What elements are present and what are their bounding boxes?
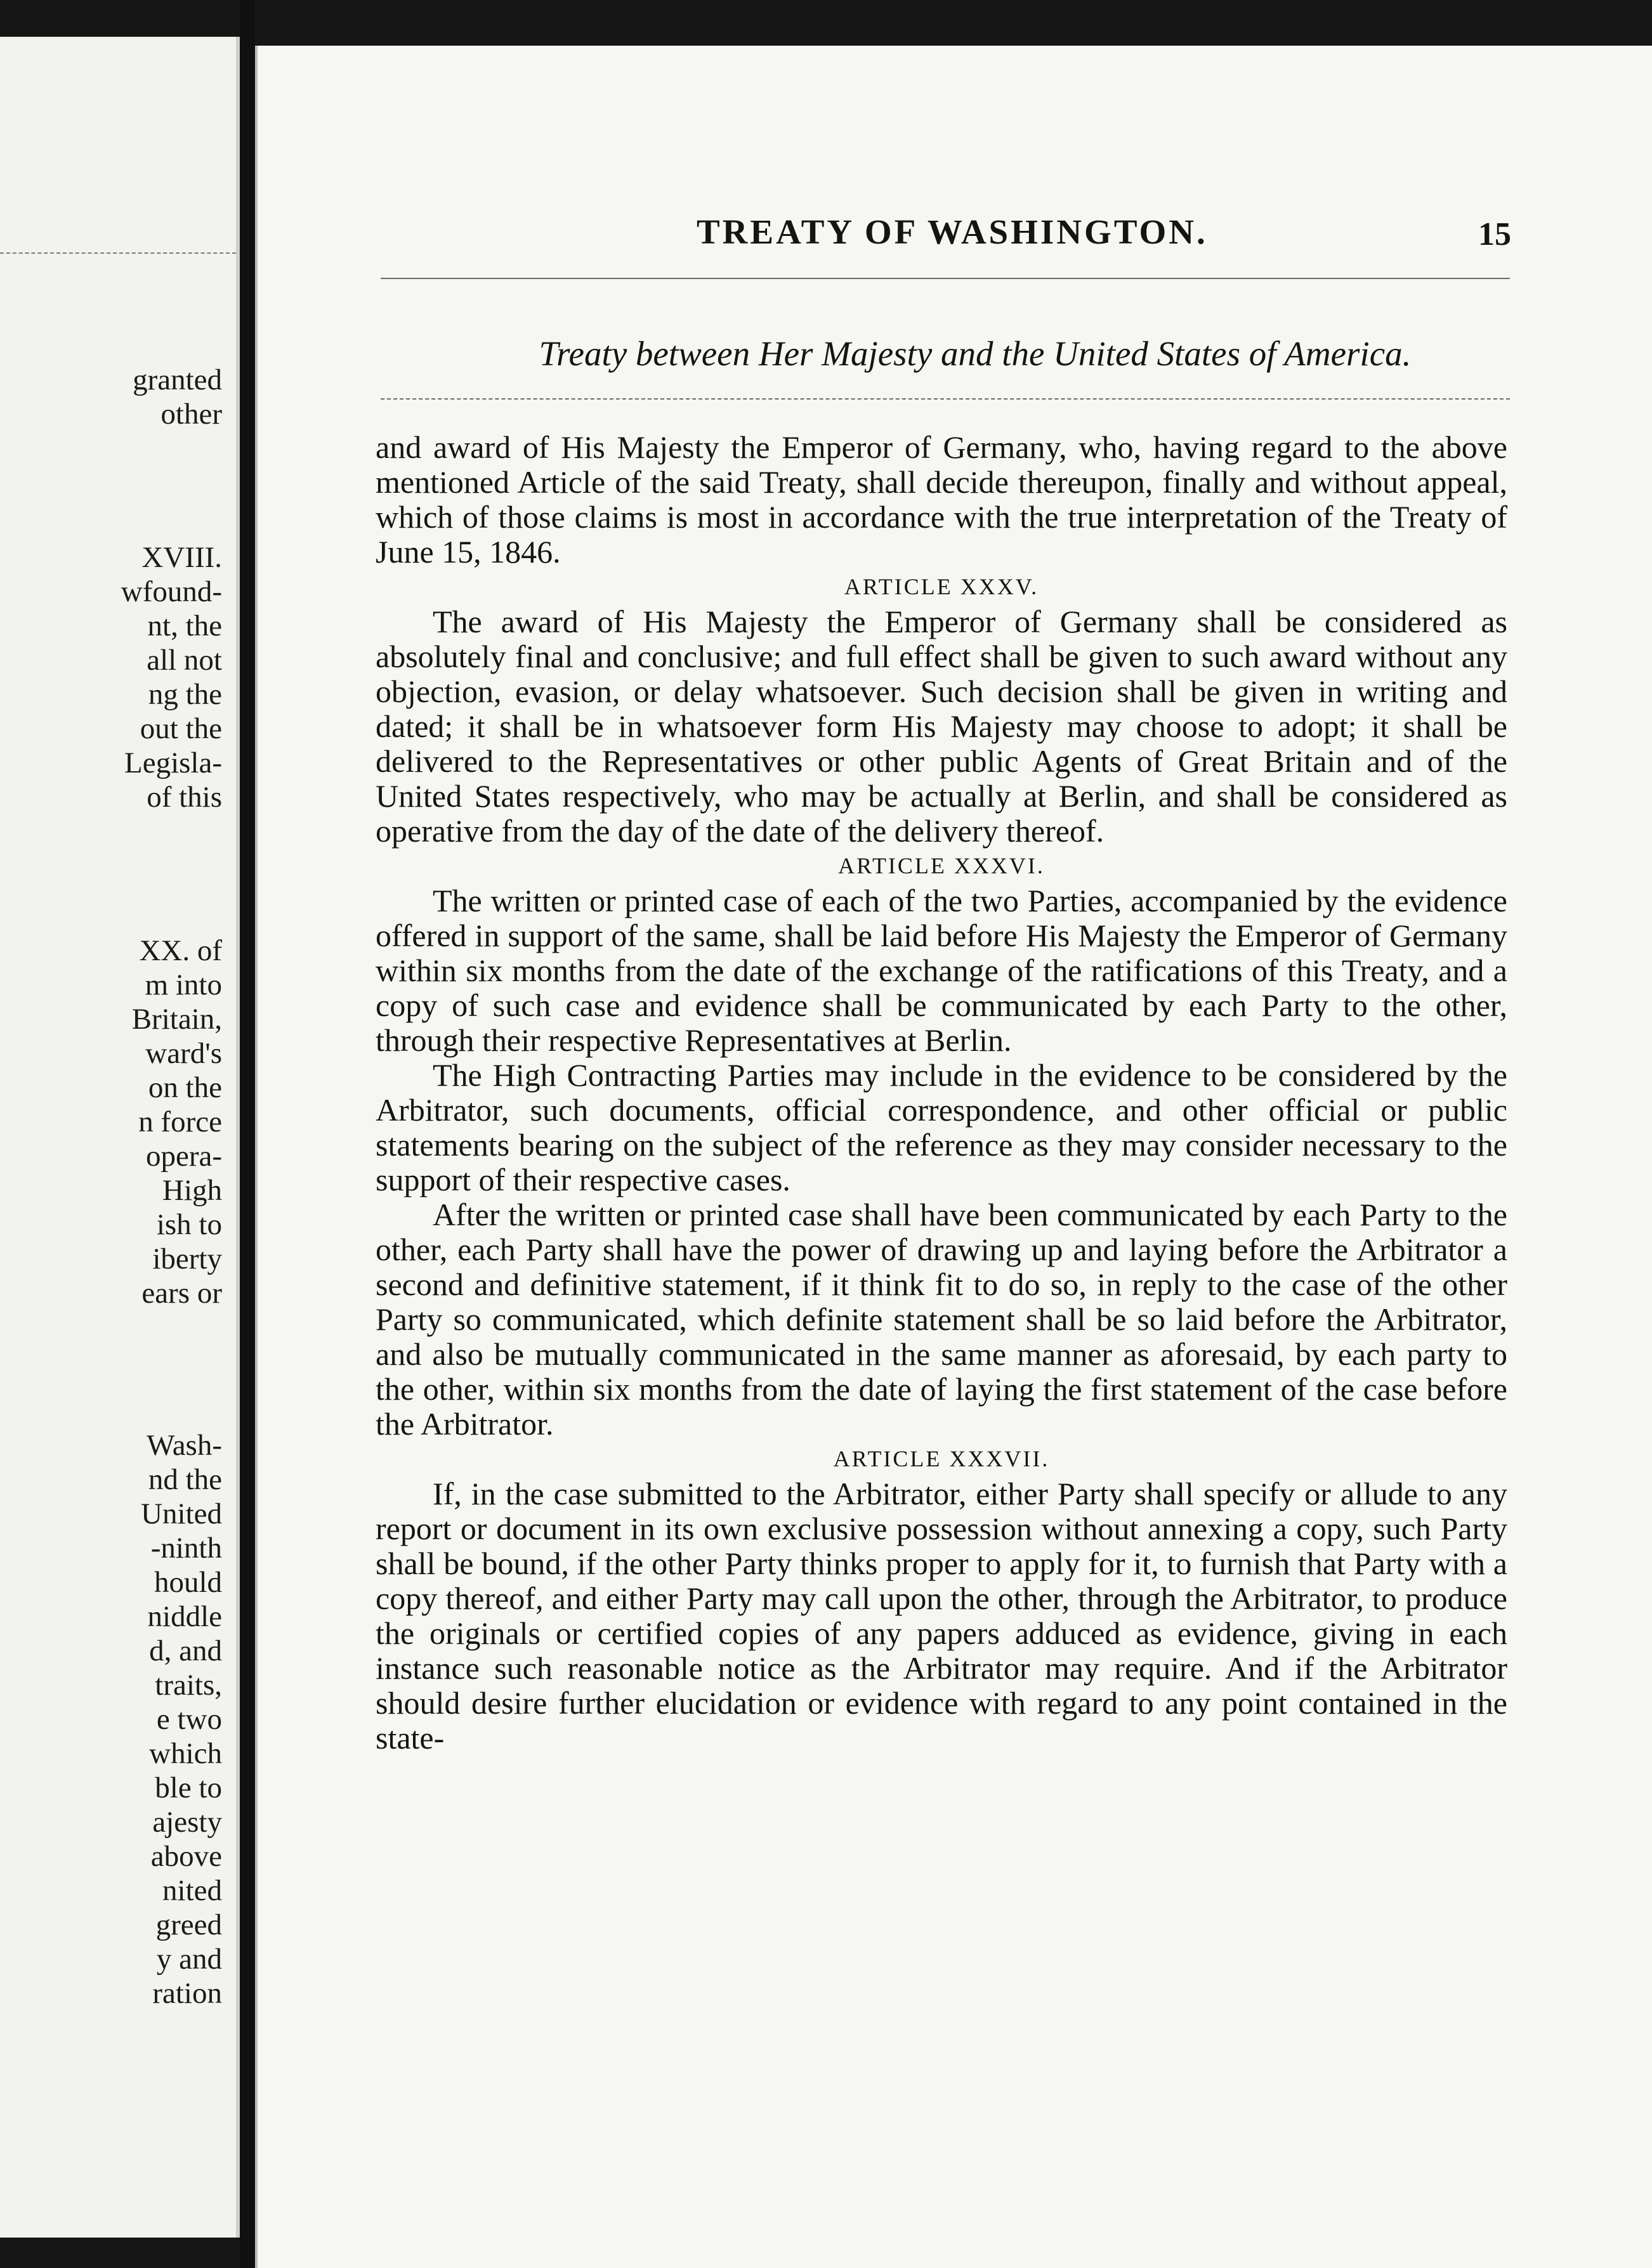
previous-page-line: Wash- — [147, 1429, 222, 1462]
previous-page-line: e two — [156, 1703, 222, 1736]
article-37-heading: ARTICLE XXXVII. — [833, 1446, 1050, 1471]
previous-page-line: nt, the — [147, 609, 222, 642]
previous-page-strip — [0, 37, 240, 2238]
book-gutter — [240, 0, 255, 2268]
article-36-paragraph-1: The written or printed case of each of the two Parties, accompanied by the evidence offered in support of the same, shall be laid before His Majesty the Emperor of Germany within six months from the date of the exchange of the ratifications of this Treaty, and a copy of such case and evidence shall be communicated by each Party to the other, through their respective Representatives at Berlin. — [376, 883, 1507, 1058]
previous-page-line: High — [162, 1174, 222, 1207]
previous-page-line: niddle — [147, 1600, 222, 1633]
previous-page-line: ration — [152, 1977, 222, 2010]
previous-page-line: all not — [147, 644, 222, 677]
previous-page-line: hould — [154, 1566, 222, 1599]
previous-page-line: United — [141, 1497, 222, 1530]
page-number: 15 — [1478, 216, 1511, 252]
article-37-paragraph-1: If, in the case submitted to the Arbitrator, either Party shall specify or allude to any report or document in its own exclusive possession without annexing a copy, such Party shall be bound, if the other Party thinks proper to apply for it, to furnish that Party with a copy thereof, and either Party may call upon the other, through the Arbitrator, to produce the originals or certified copies of any papers adduced as evidence, giving in each instance such reasonable notice as the Arbitrator may require. And if the Arbitrator should desire further elucidation or evidence with regard to any point contained in the state- — [376, 1476, 1507, 1756]
article-36-paragraph-3: After the written or printed case shall have been communicated by each Party to the other, each Party shall have the power of drawing up and laying before the Arbitrator a second and definitive statement, if it think fit to do so, in reply to the case of the other Party so communicated, which definite statement shall be so laid before the Arbitrator, and also be mutually communicated in the same manner as aforesaid, by each party to the other, within six months from the date of laying the first statement of the case before the Arbitrator. — [376, 1197, 1507, 1442]
previous-page-line: y and — [156, 1943, 222, 1976]
running-title: TREATY OF WASHINGTON. — [697, 212, 1208, 251]
previous-page-line: above — [150, 1840, 222, 1873]
previous-page-line: n force — [138, 1105, 222, 1138]
previous-page-line: traits, — [155, 1669, 222, 1702]
previous-page-line: greed — [155, 1908, 222, 1941]
header-rule-bottom — [381, 398, 1510, 400]
article-35-paragraph-1: The award of His Majesty the Emperor of Germany shall be considered as absolutely final and conclusive; and full effect shall be given to such award without any objection, evasion, or delay whatsoever. Such decision shall be given in writing and dated; it shall be in whatsoever form His Majesty may choose to adopt; it shall be delivered to the Representatives or other public Agents of Great Britain and of the United States respectively, who may be actually at Berlin, and shall be considered as operative from the day of the date of the delivery thereof. — [376, 604, 1507, 849]
previous-page-line: ears or — [141, 1277, 222, 1310]
previous-page-line: ward's — [145, 1037, 222, 1070]
previous-page-line: m into — [145, 968, 222, 1001]
previous-page-line: other — [161, 398, 222, 431]
previous-page-line: -ninth — [150, 1532, 222, 1565]
document-body — [376, 430, 1507, 1756]
previous-page-line: opera- — [145, 1140, 222, 1173]
article-36-heading: ARTICLE XXXVI. — [838, 853, 1045, 878]
previous-page-line: on the — [148, 1071, 222, 1104]
previous-page-line: iberty — [152, 1242, 222, 1275]
previous-page-line: XVIII. — [141, 541, 222, 574]
previous-page-line: granted — [133, 363, 222, 396]
previous-page-line: XX. of — [139, 934, 222, 967]
previous-page-line: nited — [162, 1874, 222, 1907]
article-36-paragraph-2: The High Contracting Parties may include in the evidence to be considered by the Arbitrator, such documents, official correspondence, and other official or public statements bearing on the subject of the reference as they may consider necessary to the support of their respective cases. — [376, 1057, 1507, 1197]
previous-page-line: ng the — [148, 678, 222, 711]
previous-page-line: wfound- — [121, 575, 222, 608]
previous-page-line: which — [149, 1737, 222, 1770]
previous-page-line: d, and — [149, 1634, 222, 1667]
previous-page-rule — [0, 252, 236, 254]
previous-page-line: ajesty — [152, 1806, 222, 1839]
previous-page-line: ish to — [156, 1208, 222, 1241]
previous-page-line: out the — [140, 712, 222, 745]
main-page — [255, 46, 1652, 2268]
article-35-heading: ARTICLE XXXV. — [844, 574, 1039, 599]
previous-page-line: of this — [147, 781, 222, 814]
continuation-paragraph: and award of His Majesty the Emperor of Germany, who, having regard to the above mentioned Article of the said Treaty, shall decide thereupon, finally and without appeal, which of those claims is most in accordance with the true interpretation of the Treaty of June 15, 1846. — [376, 429, 1507, 570]
previous-page-line: Legisla- — [124, 746, 222, 779]
header-rule-top — [381, 278, 1510, 279]
previous-page-line: ble to — [155, 1771, 222, 1804]
previous-page-line: Britain, — [131, 1003, 222, 1036]
previous-page-line: nd the — [148, 1463, 222, 1496]
treaty-subtitle: Treaty between Her Majesty and the United States of America. — [539, 334, 1412, 373]
